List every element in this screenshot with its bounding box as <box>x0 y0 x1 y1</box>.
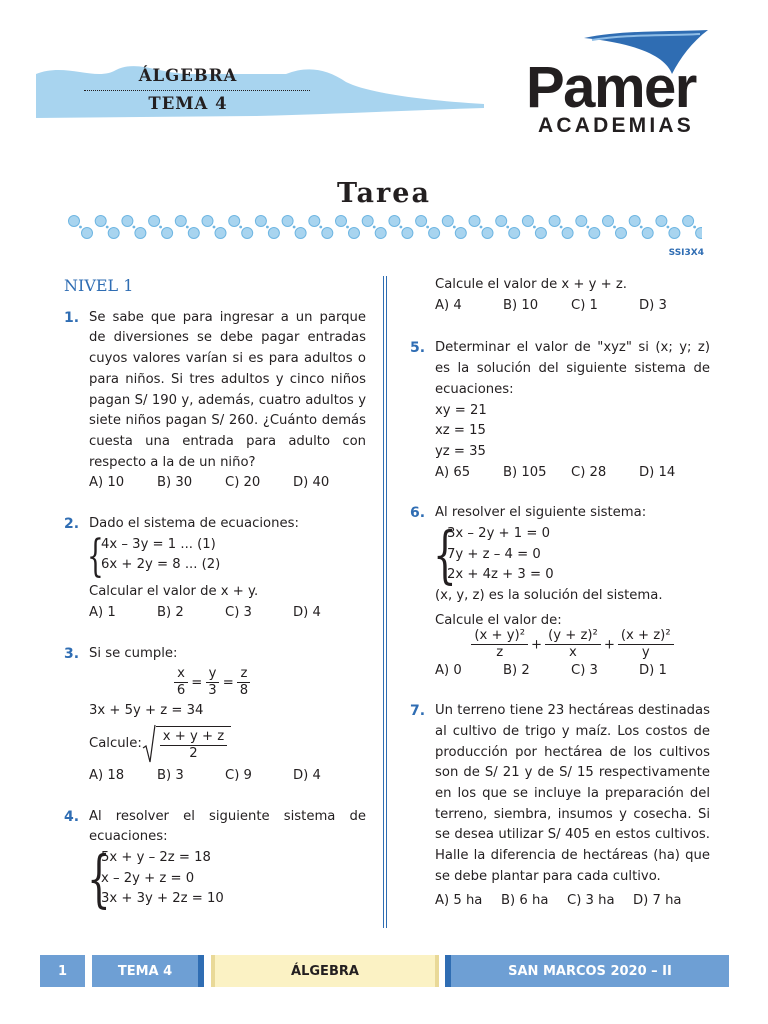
left-column <box>64 276 366 930</box>
bead-dot <box>562 228 573 239</box>
bead-link <box>186 226 189 229</box>
option-a: A) 10 <box>89 475 125 491</box>
bead-dot <box>535 228 546 239</box>
bead-link <box>346 226 349 229</box>
level-heading: NIVEL 1 <box>64 276 134 295</box>
bead-dot <box>188 228 199 239</box>
radical-sign-icon <box>142 724 156 764</box>
question-7 <box>410 701 710 911</box>
option-a: A) 18 <box>89 767 125 783</box>
bead-link <box>693 226 696 229</box>
answer-options <box>89 473 366 494</box>
footer-topic: TEMA 4 <box>92 955 204 987</box>
bead-link <box>613 226 616 229</box>
question-5 <box>410 338 710 483</box>
bead-link <box>533 226 536 229</box>
bead-dot <box>416 216 427 227</box>
page-title: Tarea <box>337 178 431 209</box>
bead-dot <box>242 228 253 239</box>
root-denominator: 2 <box>189 745 198 761</box>
document-code: SSI3X4 <box>668 248 704 258</box>
header-wave-graphic <box>36 52 486 122</box>
bead-dot <box>576 216 587 227</box>
pamer-logo <box>522 38 734 138</box>
bead-link <box>506 226 509 229</box>
bead-dot <box>162 228 173 239</box>
bead-dot <box>336 216 347 227</box>
bead-dot <box>202 216 213 227</box>
question-intro: Determinar el valor de "xyz" si (x; y; z) es la solución del siguiente sistema de ecuaciones: <box>435 340 710 397</box>
brand-name: Pamer <box>526 55 696 120</box>
bead-dot <box>322 228 333 239</box>
bead-link <box>159 226 162 229</box>
decorative-bead-border <box>62 212 702 242</box>
equation-1: xy = 21 <box>435 402 487 418</box>
equation-2: 7y + z – 4 = 0 <box>447 546 541 562</box>
question-intro: Dado el sistema de ecuaciones: <box>89 516 299 532</box>
expression-sum <box>435 628 710 661</box>
question-number: 1. <box>64 309 80 326</box>
bead-dot <box>656 216 667 227</box>
bead-dot <box>603 216 614 227</box>
bead-link <box>560 226 563 229</box>
bead-link <box>79 226 82 229</box>
bead-link <box>667 226 670 229</box>
term-1: $\frac{\text{(x + y)²}}{z}$ <box>471 628 528 661</box>
square-root <box>142 724 231 764</box>
bead-dot <box>95 216 106 227</box>
question-text: Un terreno tiene 23 hectáreas destinadas al cultivo de trigo y maíz. Los costos de producción por hectárea de los cultivos son de S/ 21 y de S/ 15 respectivamente en los que se incluye la preparación del terreno, siembra, insumos y cosecha. Si se desea utilizar S/ 405 en estos cultivos. Halle la diferencia de hectáreas (ha) que se debe plantar para cada cultivo. <box>435 703 710 884</box>
linear-equation: 3x + 5y + z = 34 <box>89 703 204 719</box>
topic-heading: TEMA 4 <box>148 94 228 113</box>
question-text: Se sabe que para ingresar a un parque de diversiones se debe pagar entradas cuyos valores varían si es para adultos o para niños. Si tres adultos y cinco niños pagan S/ 190 y, además, cuatro adultos y siete niños pagan S/ 260. ¿Cuánto demás cuesta una entrada para adulto con respecto a la de un niño? <box>89 309 366 470</box>
option-b: B) 6 ha <box>501 892 549 908</box>
option-d: D) 4 <box>293 767 321 783</box>
bead-dot <box>349 228 360 239</box>
bead-dot <box>175 216 186 227</box>
question-3 <box>64 644 366 787</box>
bead-dot <box>135 228 146 239</box>
subject-heading: ÁLGEBRA <box>138 66 238 85</box>
option-d: D) 14 <box>639 464 676 480</box>
bead-link <box>293 226 296 229</box>
brace-symbol: { <box>87 842 111 916</box>
option-a: A) 5 ha <box>435 892 483 908</box>
option-c: C) 3 ha <box>567 892 615 908</box>
bead-dot <box>522 216 533 227</box>
calc-label: Calcule el valor de: <box>435 612 562 628</box>
fraction-y3: $\frac{y}{3}$ <box>205 666 219 699</box>
equation-system <box>87 842 366 916</box>
bead-dot <box>255 216 266 227</box>
bead-dot <box>429 228 440 239</box>
equation-2: 6x + 2y = 8 ... (2) <box>101 557 221 573</box>
question-6 <box>410 503 710 681</box>
answer-options <box>89 766 366 787</box>
equation-3: yz = 35 <box>435 443 486 459</box>
bead-dot <box>309 216 320 227</box>
root-expression <box>89 724 366 764</box>
option-c: C) 28 <box>571 464 607 480</box>
bead-link <box>640 226 643 229</box>
solution-note: (x, y, z) es la solución del sistema. <box>435 588 663 604</box>
bead-dot <box>402 228 413 239</box>
bead-link <box>266 226 269 229</box>
bead-link <box>373 226 376 229</box>
question-intro: Al resolver el siguiente sistema de ecuaciones: <box>89 808 366 845</box>
option-d: D) 40 <box>293 475 330 491</box>
bead-link <box>106 226 109 229</box>
question-1 <box>64 308 366 494</box>
question-4-continued <box>410 275 710 316</box>
bead-dot <box>642 228 653 239</box>
question-number: 4. <box>64 808 80 825</box>
option-b: B) 2 <box>157 604 184 620</box>
term-2: $\frac{\text{(y + z)²}}{x}$ <box>545 628 601 661</box>
equation-1: 5x + y – 2z = 18 <box>101 850 211 866</box>
option-a: A) 0 <box>435 662 462 678</box>
bead-link <box>133 226 136 229</box>
option-a: A) 1 <box>89 604 116 620</box>
brace-symbol: { <box>433 518 457 592</box>
fraction-z8: $\frac{z}{8}$ <box>237 666 251 699</box>
bead-dot <box>108 228 119 239</box>
bead-dot <box>268 228 279 239</box>
bead-link <box>453 226 456 229</box>
column-divider <box>383 276 387 928</box>
bead-link <box>480 226 483 229</box>
question-intro: Al resolver el siguiente sistema: <box>435 505 647 521</box>
option-b: B) 3 <box>157 767 184 783</box>
equation-1: 3x – 2y + 1 = 0 <box>447 526 551 542</box>
option-d: D) 3 <box>639 297 667 313</box>
bead-dot <box>616 228 627 239</box>
question-4 <box>64 807 366 916</box>
answer-options <box>435 296 710 317</box>
bead-dot <box>229 216 240 227</box>
bead-link <box>239 226 242 229</box>
bead-dot <box>295 228 306 239</box>
bead-dot <box>442 216 453 227</box>
bead-link <box>400 226 403 229</box>
bead-dot <box>629 216 640 227</box>
option-c: C) 3 <box>225 604 252 620</box>
bead-dot <box>149 216 160 227</box>
bead-dot <box>69 216 80 227</box>
plus-sign: + <box>603 637 615 653</box>
bead-link <box>319 226 322 229</box>
bead-dot <box>482 228 493 239</box>
fraction-x6: $\frac{x}{6}$ <box>174 666 188 699</box>
question-number: 3. <box>64 645 80 662</box>
bead-dot <box>375 228 386 239</box>
option-b: B) 2 <box>503 662 530 678</box>
equation-3: 2x + 4z + 3 = 0 <box>447 567 554 583</box>
footer-subject: ÁLGEBRA <box>211 955 439 987</box>
equation-3: 3x + 3y + 2z = 10 <box>101 891 224 907</box>
option-c: C) 20 <box>225 475 261 491</box>
bead-dot <box>589 228 600 239</box>
bead-dot <box>549 216 560 227</box>
answer-options <box>435 891 710 912</box>
option-c: C) 9 <box>225 767 252 783</box>
question-number: 5. <box>410 340 426 357</box>
bead-link <box>586 226 589 229</box>
calc-label: Calcule: <box>89 735 142 751</box>
root-numerator: x + y + z <box>160 729 227 746</box>
question-number: 6. <box>410 505 426 522</box>
option-b: B) 30 <box>157 475 193 491</box>
brace-symbol: { <box>87 530 104 582</box>
page-footer <box>40 955 729 987</box>
option-b: B) 105 <box>503 464 547 480</box>
bead-dot <box>696 228 702 239</box>
question-2 <box>64 514 366 624</box>
option-a: A) 65 <box>435 464 471 480</box>
equation-system <box>87 530 366 582</box>
footer-page-number: 1 <box>40 955 85 987</box>
bead-dot <box>469 216 480 227</box>
brand-subtitle: ACADEMIAS <box>538 114 694 137</box>
plus-sign: + <box>531 637 543 653</box>
option-c: C) 3 <box>571 662 598 678</box>
ratio-equation: $\frac{x}{6}$ = $\frac{y}{3}$ = $\frac{z}{8}$ <box>89 666 366 699</box>
term-3: $\frac{\text{(x + z)²}}{y}$ <box>618 628 674 661</box>
bead-dot <box>82 228 93 239</box>
bead-dot <box>362 216 373 227</box>
equation-system <box>433 518 710 592</box>
header-dotted-line <box>84 90 310 91</box>
option-d: D) 4 <box>293 604 321 620</box>
question-ask: Calcule el valor de x + y + z. <box>435 277 627 292</box>
bead-dot <box>496 216 507 227</box>
bead-dot <box>389 216 400 227</box>
answer-options <box>89 603 366 624</box>
bead-dot <box>683 216 694 227</box>
bead-dot <box>215 228 226 239</box>
question-ask: Calcular el valor de x + y. <box>89 584 259 600</box>
bead-dot <box>122 216 133 227</box>
answer-options <box>435 463 710 484</box>
bead-link <box>426 226 429 229</box>
option-a: A) 4 <box>435 297 462 313</box>
bead-link <box>213 226 216 229</box>
bead-dot <box>282 216 293 227</box>
option-b: B) 10 <box>503 297 539 313</box>
equation-2: xz = 15 <box>435 423 486 439</box>
option-d: D) 1 <box>639 662 667 678</box>
equation-1: 4x – 3y = 1 ... (1) <box>101 536 216 552</box>
answer-options <box>435 661 710 682</box>
question-intro: Si se cumple: <box>89 645 178 661</box>
option-c: C) 1 <box>571 297 598 313</box>
bead-dot <box>669 228 680 239</box>
right-column <box>410 275 710 931</box>
bead-dot <box>509 228 520 239</box>
question-number: 7. <box>410 703 426 720</box>
question-number: 2. <box>64 516 80 533</box>
footer-program: SAN MARCOS 2020 – II <box>445 955 729 987</box>
option-d: D) 7 ha <box>633 892 682 908</box>
bead-dot <box>455 228 466 239</box>
equation-2: x – 2y + z = 0 <box>101 870 195 886</box>
